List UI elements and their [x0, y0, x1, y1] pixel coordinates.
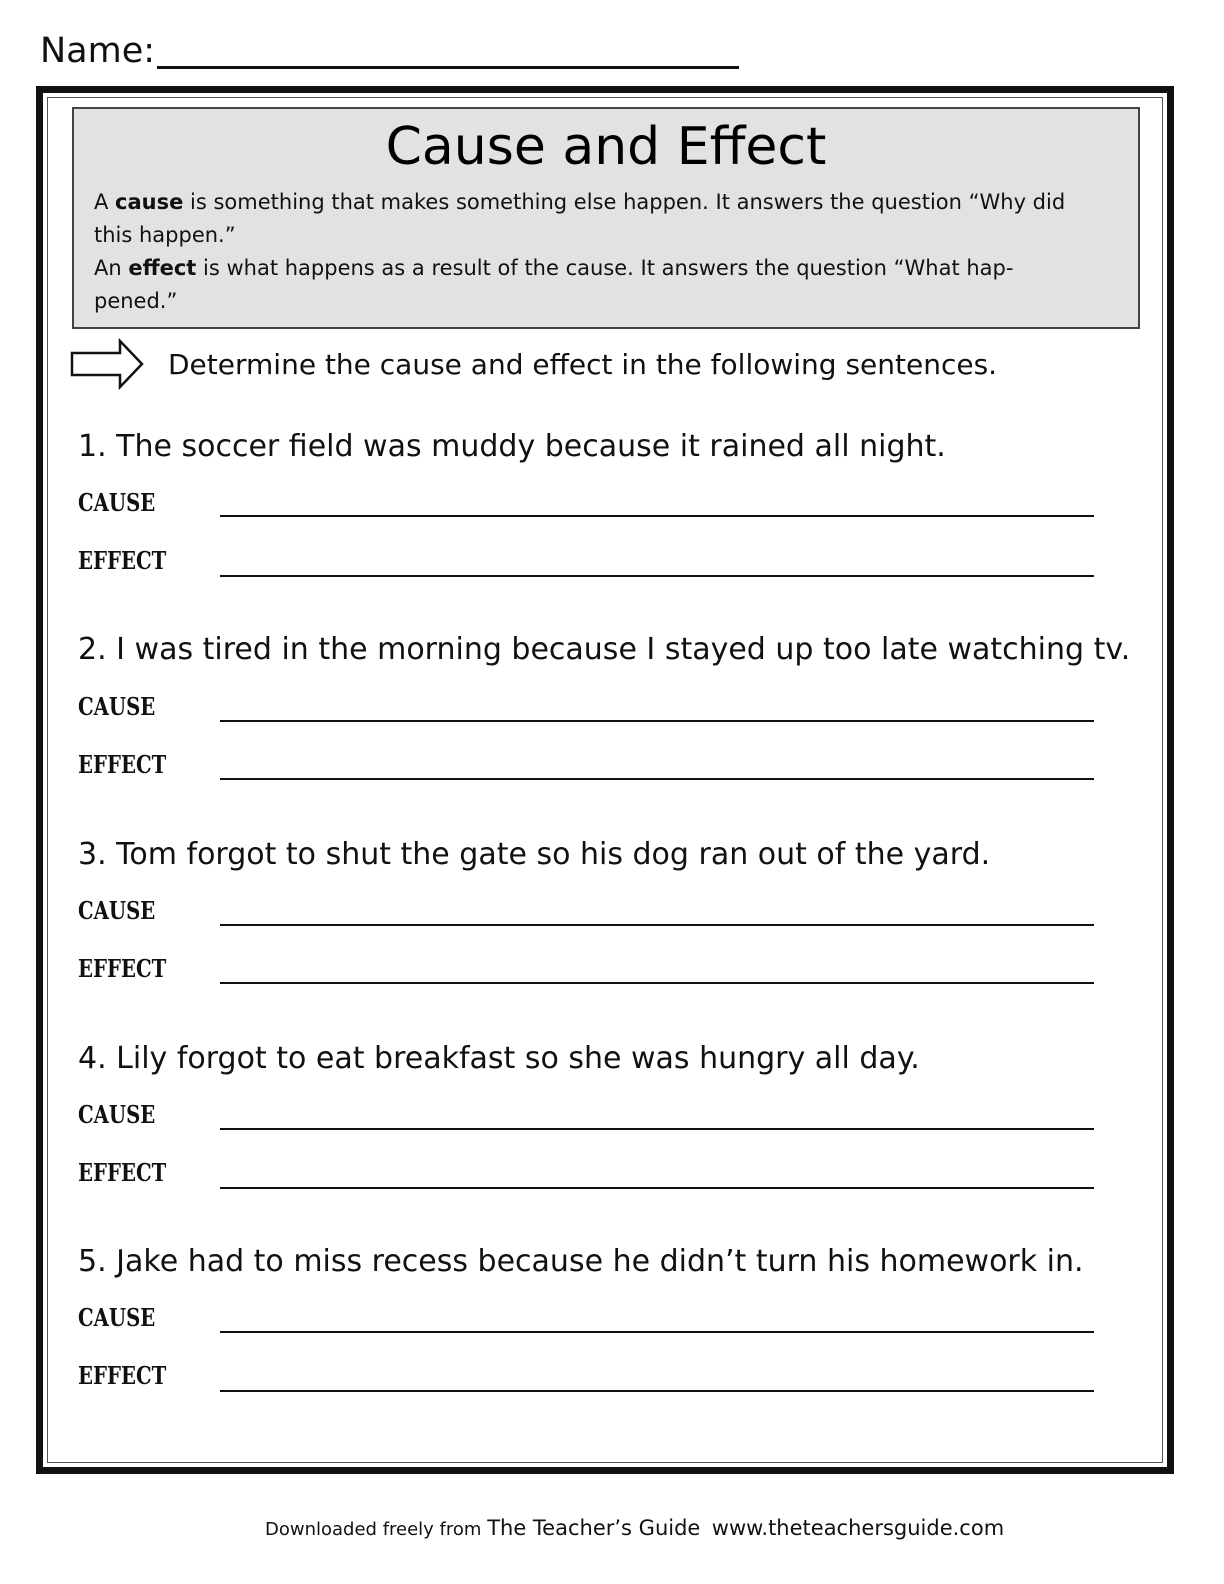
name-answer-line[interactable]	[157, 28, 739, 69]
cause-term: cause	[115, 190, 184, 214]
question-2: 2. I was tired in the morning because I stayed up too late watching tv.	[78, 632, 1131, 667]
cause-definition-pre: A	[94, 190, 116, 214]
cause-definition-text: is something that makes something else happen. It answers the question “Why did	[183, 190, 1066, 214]
cause-label: CAUSE	[78, 896, 156, 925]
cause-label: CAUSE	[78, 488, 156, 517]
definition-box	[72, 107, 1140, 329]
cause-answer-line[interactable]	[220, 515, 1094, 517]
effect-definition-cont: pened.”	[94, 289, 178, 313]
question-4: 4. Lily forgot to eat breakfast so she was hungry all day.	[78, 1041, 920, 1076]
effect-answer-line[interactable]	[220, 1390, 1094, 1392]
effect-label: EFFECT	[78, 1158, 167, 1187]
effect-answer-line[interactable]	[220, 575, 1094, 577]
footer-prefix: Downloaded freely from	[265, 1519, 482, 1540]
effect-term: effect	[128, 256, 197, 280]
effect-answer-line[interactable]	[220, 1187, 1094, 1189]
instruction-row	[70, 338, 997, 390]
cause-answer-line[interactable]	[220, 1128, 1094, 1130]
footer-url[interactable]: www.theteachersguide.com	[711, 1516, 1005, 1540]
effect-label: EFFECT	[78, 1361, 167, 1390]
effect-answer-line[interactable]	[220, 982, 1094, 984]
cause-definition-cont: this happen.”	[94, 223, 236, 247]
worksheet-title: Cause and Effect	[385, 117, 827, 177]
arrow-right-icon	[70, 338, 144, 390]
effect-definition	[94, 252, 1114, 318]
name-label: Name:	[40, 31, 156, 71]
cause-answer-line[interactable]	[220, 1331, 1094, 1333]
name-field-row	[40, 28, 739, 69]
footer-credit	[265, 1516, 1004, 1540]
question-1: 1. The soccer field was muddy because it rained all night.	[78, 429, 946, 464]
effect-label: EFFECT	[78, 954, 167, 983]
cause-label: CAUSE	[78, 1100, 156, 1129]
cause-definition	[94, 186, 1114, 252]
effect-answer-line[interactable]	[220, 778, 1094, 780]
effect-definition-pre: An	[94, 256, 129, 280]
cause-label: CAUSE	[78, 692, 156, 721]
effect-label: EFFECT	[78, 750, 167, 779]
cause-answer-line[interactable]	[220, 924, 1094, 926]
question-3: 3. Tom forgot to shut the gate so his dog ran out of the yard.	[78, 837, 991, 872]
effect-definition-text: is what happens as a result of the cause. It answers the question “What hap-	[196, 256, 1014, 280]
cause-answer-line[interactable]	[220, 720, 1094, 722]
instruction-text: Determine the cause and effect in the following sentences.	[168, 347, 998, 381]
question-5: 5. Jake had to miss recess because he didn’t turn his homework in.	[78, 1244, 1084, 1279]
cause-label: CAUSE	[78, 1303, 156, 1332]
effect-label: EFFECT	[78, 546, 167, 575]
footer-brand: The Teacher’s Guide	[487, 1516, 701, 1540]
